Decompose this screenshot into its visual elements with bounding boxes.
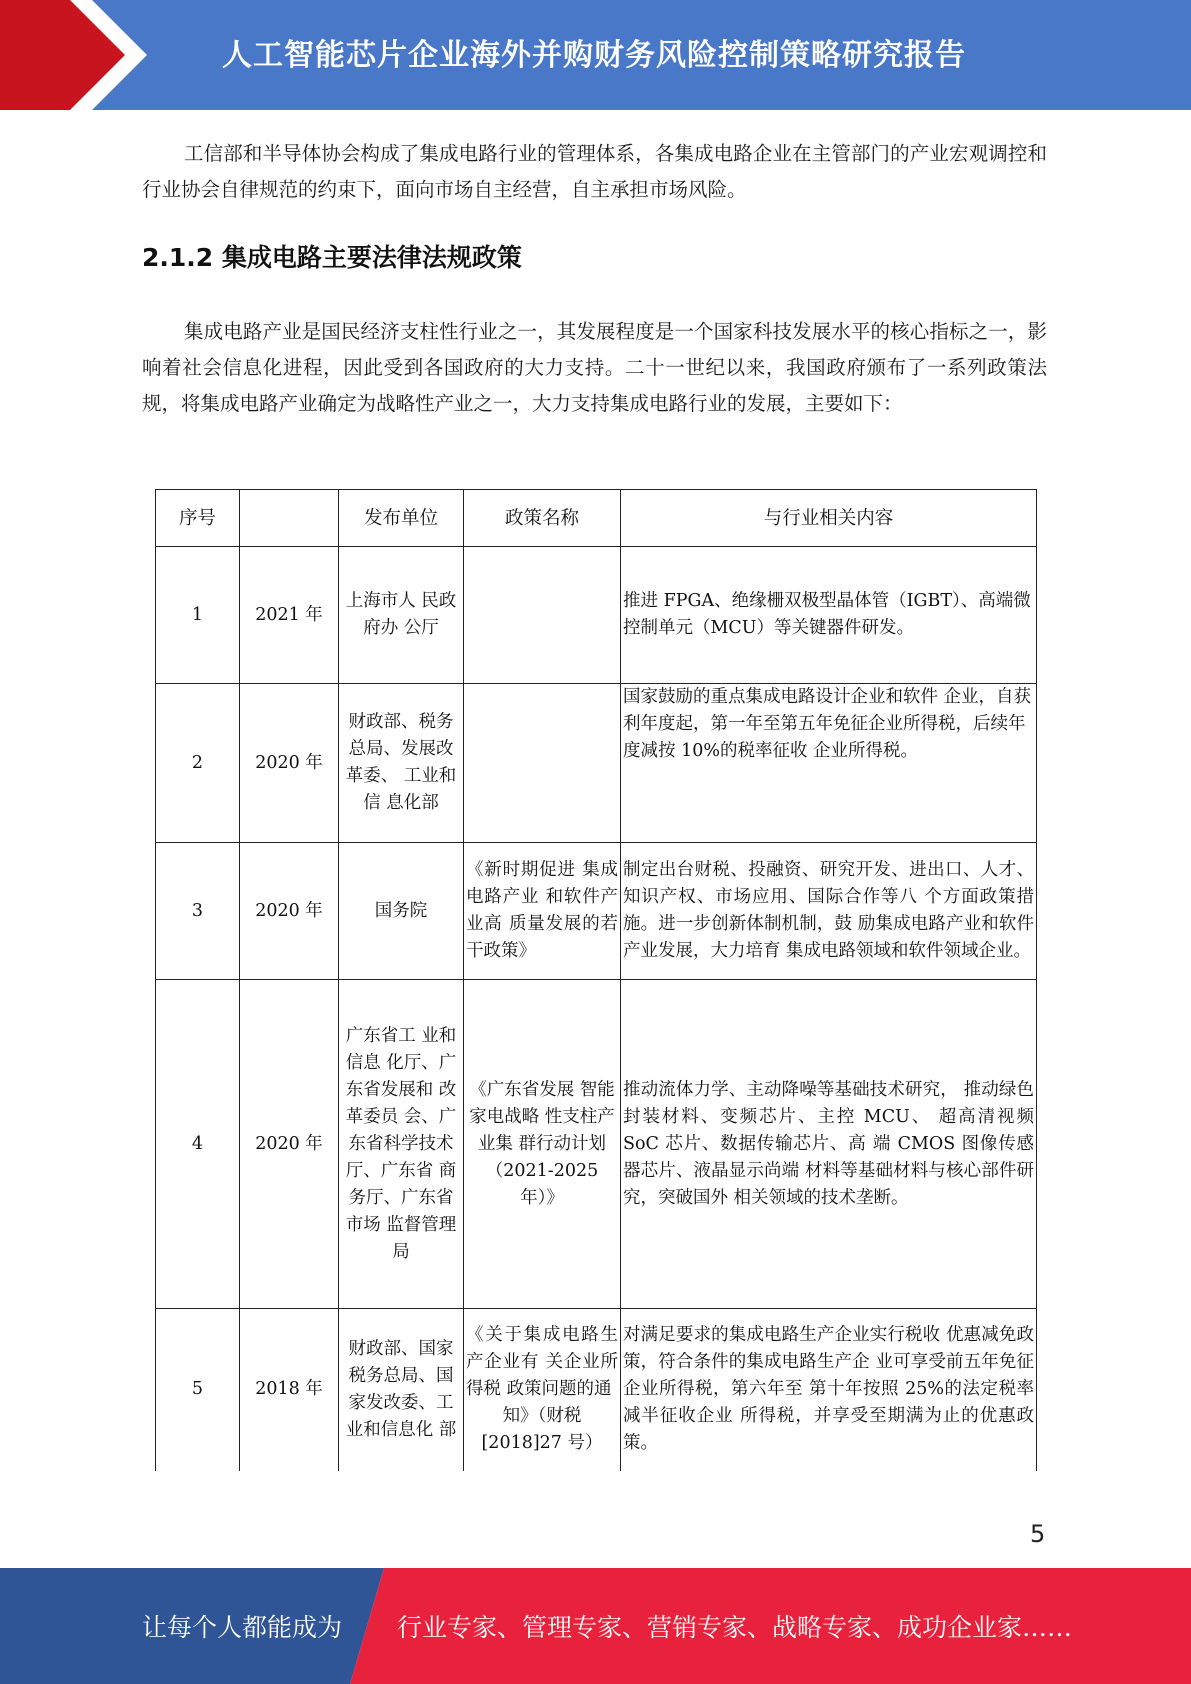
row-no: 1 (156, 547, 240, 684)
row-issuer: 财政部、税务总局、发展改革委、 工业和信 息化部 (339, 684, 464, 843)
row-year: 2018 年 (240, 1309, 339, 1471)
page-number: 5 (1030, 1520, 1046, 1548)
row-content: 推动流体力学、主动降噪等基础技术研究， 推动绿色封装材料、变频芯片、主控 MCU、 超高清视频 SoC 芯片、数据传输芯片、高 端 CMOS 图像传感器芯片、液晶显示尚端 材料等基础材料与核心部件研究，突破国外 相关领域的技术垄断。 (621, 980, 1037, 1309)
table-header-row (156, 490, 1037, 547)
page-footer (0, 1568, 1191, 1684)
table-row (156, 547, 1037, 684)
row-no: 3 (156, 843, 240, 980)
table-row (156, 1309, 1037, 1471)
row-content: 国家鼓励的重点集成电路设计企业和软件 企业，自获利年度起，第一年至第五年免征企业所得税，后续年度减按 10%的税率征收 企业所得税。 (621, 684, 1037, 843)
row-year: 2020 年 (240, 980, 339, 1309)
row-policy: 《广东省发展 智能家电战略 性支柱产业集 群行动计划（2021-2025 年）》 (464, 980, 621, 1309)
section-paragraph: 集成电路产业是国民经济支柱性行业之一，其发展程度是一个国家科技发展水平的核心指标之一，影响着社会信息化进程，因此受到各国政府的大力支持。二十一世纪以来，我国政府颁布了一系列政策法规，将集成电路产业确定为战略性产业之一，大力支持集成电路行业的发展，主要如下： (142, 320, 1047, 415)
header-issuer: 发布单位 (339, 490, 464, 547)
header-chevron-decoration (0, 0, 160, 110)
row-policy-line2: 知》（财税[2018]27 号） (481, 1406, 603, 1454)
row-policy: 《新时期促进 集成电路产业 和软件产业高 质量发展的若 干政策》 (464, 843, 621, 980)
row-year: 2021 年 (240, 547, 339, 684)
row-year: 2020 年 (240, 843, 339, 980)
table-row (156, 980, 1037, 1309)
row-content: 对满足要求的集成电路生产企业实行税收 优惠减免政策，符合条件的集成电路生产企 业可享受前五年免征企业所得税，第六年至 第十年按照 25%的法定税率减半征收企业 所得税，并享受至期满为止的优惠政策。 (621, 1309, 1037, 1471)
header-year (240, 490, 339, 547)
footer-slogan-right: 行业专家、管理专家、营销专家、战略专家、成功企业家…… (397, 1613, 1073, 1642)
row-content: 制定出台财税、投融资、研究开发、进出口、人才、知识产权、市场应用、国际合作等八 个方面政策措施。进一步创新体制机制，鼓 励集成电路产业和软件产业发展，大力培育 集成电路领域和软件领域企业。 (621, 843, 1037, 980)
row-issuer: 国务院 (339, 843, 464, 980)
row-content: 推进 FPGA、绝缘栅双极型晶体管（IGBT）、高端微控制单元（MCU）等关键器件研发。 (621, 547, 1037, 684)
header-content: 与行业相关内容 (621, 490, 1037, 547)
row-issuer: 上海市人 民政府办 公厅 (339, 547, 464, 684)
table-row (156, 684, 1037, 843)
row-issuer: 广东省工 业和信息 化厅、广东省发展和 改革委员 会、广东省科学技术 厅、广东省 商务厅、广东省市场 监督管理 局 (339, 980, 464, 1309)
row-policy-line1: 《关于集成电路生产企业有 关企业所得税 政策问题的通 (466, 1325, 618, 1400)
row-no: 2 (156, 684, 240, 843)
row-year: 2020 年 (240, 684, 339, 843)
row-policy (464, 547, 621, 684)
header-no: 序号 (156, 490, 240, 547)
intro-paragraph: 工信部和半导体协会构成了集成电路行业的管理体系，各集成电路企业在主管部门的产业宏观调控和行业协会自律规范的约束下，面向市场自主经营，自主承担市场风险。 (142, 142, 1047, 201)
row-no: 4 (156, 980, 240, 1309)
table-row (156, 843, 1037, 980)
row-policy (464, 684, 621, 843)
report-title: 人工智能芯片企业海外并购财务风险控制策略研究报告 (222, 38, 966, 73)
row-policy (464, 1309, 621, 1471)
header-policy-name: 政策名称 (464, 490, 621, 547)
page-header (0, 0, 1191, 110)
row-no: 5 (156, 1309, 240, 1471)
policy-table (155, 489, 1037, 1471)
section-heading: 2.1.2 集成电路主要法律法规政策 (142, 243, 522, 272)
row-issuer: 财政部、国家税务总局、国家发改委、工业和信息化 部 (339, 1309, 464, 1471)
footer-slogan-left: 让每个人都能成为 (142, 1613, 343, 1642)
